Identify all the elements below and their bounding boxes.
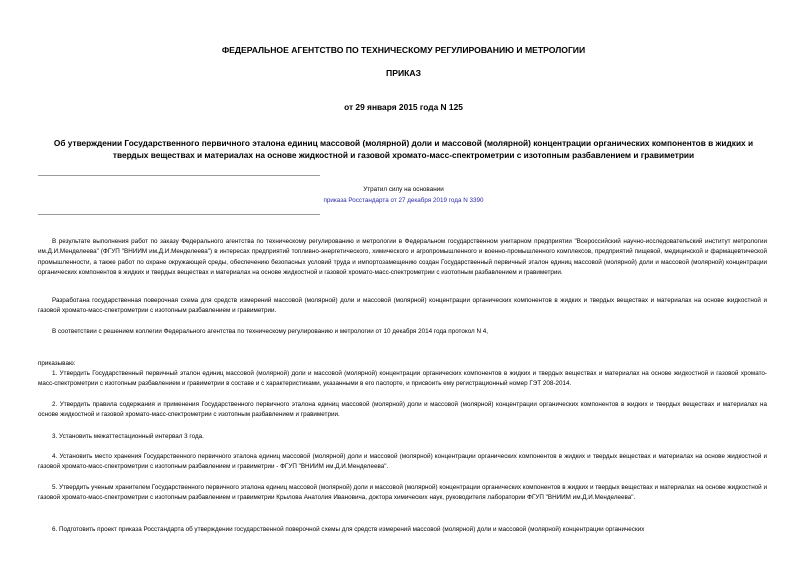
paragraph-background: В результате выполнения работ по заказу Федерального агентства по техническому регулированию и метрологии в Федеральном государственном унитарном предприятии "Всероссийский научно-исследовательский институт метрологии им.Д.И.Менделеева" (ФГУП "ВНИИМ им.Д.И.Менделеева") в интересах предприятий топливно-энергетического, химического и агропромышленного и военно-промышленного комплексов, предприятий пищевой, медицинской и фармацевтической промышленности, а также работ по охране окружающей среды, обеспечению безопасных условий труда и импортозамещению создан Государственный первичный эталон единиц массовой (молярной) доли и массовой (молярной) концентрации органических компонентов в жидких и твердых веществах и материалах на основе жидкостной и газовой хромато-масс-спектрометрии с изотопным разбавлением и гравиметрии. bbox=[38, 238, 767, 276]
order-item-5: 5. Утвердить ученым хранителем Государственного первичного эталона единиц массовой (молярной) доли и массовой (молярной) концентрации органических компонентов в жидких и твердых веществах и материалах на основе жидкостной и газовой хромато-масс-спектрометрии с изотопным разбавлением и гравиметрии Крылова Анатолия Ивановича, доктора химических наук, руководителя лаборатории ФГУП "ВНИИМ им.Д.И.Менделеева". bbox=[38, 484, 767, 502]
agency-heading: ФЕДЕРАЛЬНОЕ АГЕНТСТВО ПО ТЕХНИЧЕСКОМУ РЕГУЛИРОВАНИЮ И МЕТРОЛОГИИ bbox=[221, 45, 586, 55]
document-type-heading: ПРИКАЗ bbox=[386, 68, 421, 78]
document-title: Об утверждении Государственного первичного эталона единиц массовой (молярной) доли и массовой (молярной) концентрации органических компонентов в жидких и твердых веществах и материалах на основе жидкостной и газовой хромато-масс-спектрометрии с изотопным разбавлением и гравиметрии bbox=[53, 138, 754, 160]
divider-top bbox=[38, 175, 320, 176]
orders-label: приказываю: bbox=[38, 360, 76, 367]
order-item-6: 6. Подготовить проект приказа Росстандарта об утверждении государственной поверочной схемы для средств измерений массовой (молярной) доли и массовой (молярной) концентрации органических bbox=[52, 526, 645, 533]
order-item-3: 3. Установить межаттестационный интервал 3 года. bbox=[52, 433, 204, 440]
document-date-number: от 29 января 2015 года N 125 bbox=[344, 102, 463, 112]
paragraph-decision: В соответствии с решением коллегии Федерального агентства по техническому регулированию и метрологии от 10 декабря 2014 года протокол N 4, bbox=[52, 328, 489, 335]
repeal-order-link[interactable]: приказа Росстандарта от 27 декабря 2019 года N 3390 bbox=[323, 197, 484, 204]
divider-bottom bbox=[38, 214, 320, 215]
lost-force-note: Утратил силу на основании bbox=[363, 186, 444, 193]
order-item-2: 2. Утвердить правила содержания и применения Государственного первичного эталона единиц массовой (молярной) доли и массовой (молярной) концентрации органических компонентов в жидких и твердых веществах и материалах на основе жидкостной и газовой хромато-масс-спектрометрии с изотопным разбавлением и гравиметрии. bbox=[38, 401, 767, 419]
paragraph-scheme: Разработана государственная поверочная схема для средств измерений массовой (молярной) доли и массовой (молярной) концентрации органических компонентов в жидких и твердых веществах и материалах на основе жидкостной и газовой хромато-масс-спектрометрии с изотопным разбавлением и гравиметрии. bbox=[38, 297, 767, 315]
order-item-4: 4. Установить место хранения Государственного первичного эталона единиц массовой (молярной) доли и массовой (молярной) концентрации органических компонентов в жидких и твердых веществах и материалах на основе жидкостной и газовой хромато-масс-спектрометрии с изотопным разбавлением и гравиметрии - ФГУП "ВНИИМ им.Д.И.Менделеева". bbox=[38, 453, 767, 471]
order-item-1: 1. Утвердить Государственный первичный эталон единиц массовой (молярной) доли и массовой (молярной) концентрации органических компонентов в жидких и твердых веществах и материалах на основе жидкостной и газовой хромато-масс-спектрометрии с изотопным разбавлением и гравиметрии в составе и с характеристиками, указанными в его паспорте, и присвоить ему регистрационный номер ГЭТ 208-2014. bbox=[38, 370, 767, 388]
